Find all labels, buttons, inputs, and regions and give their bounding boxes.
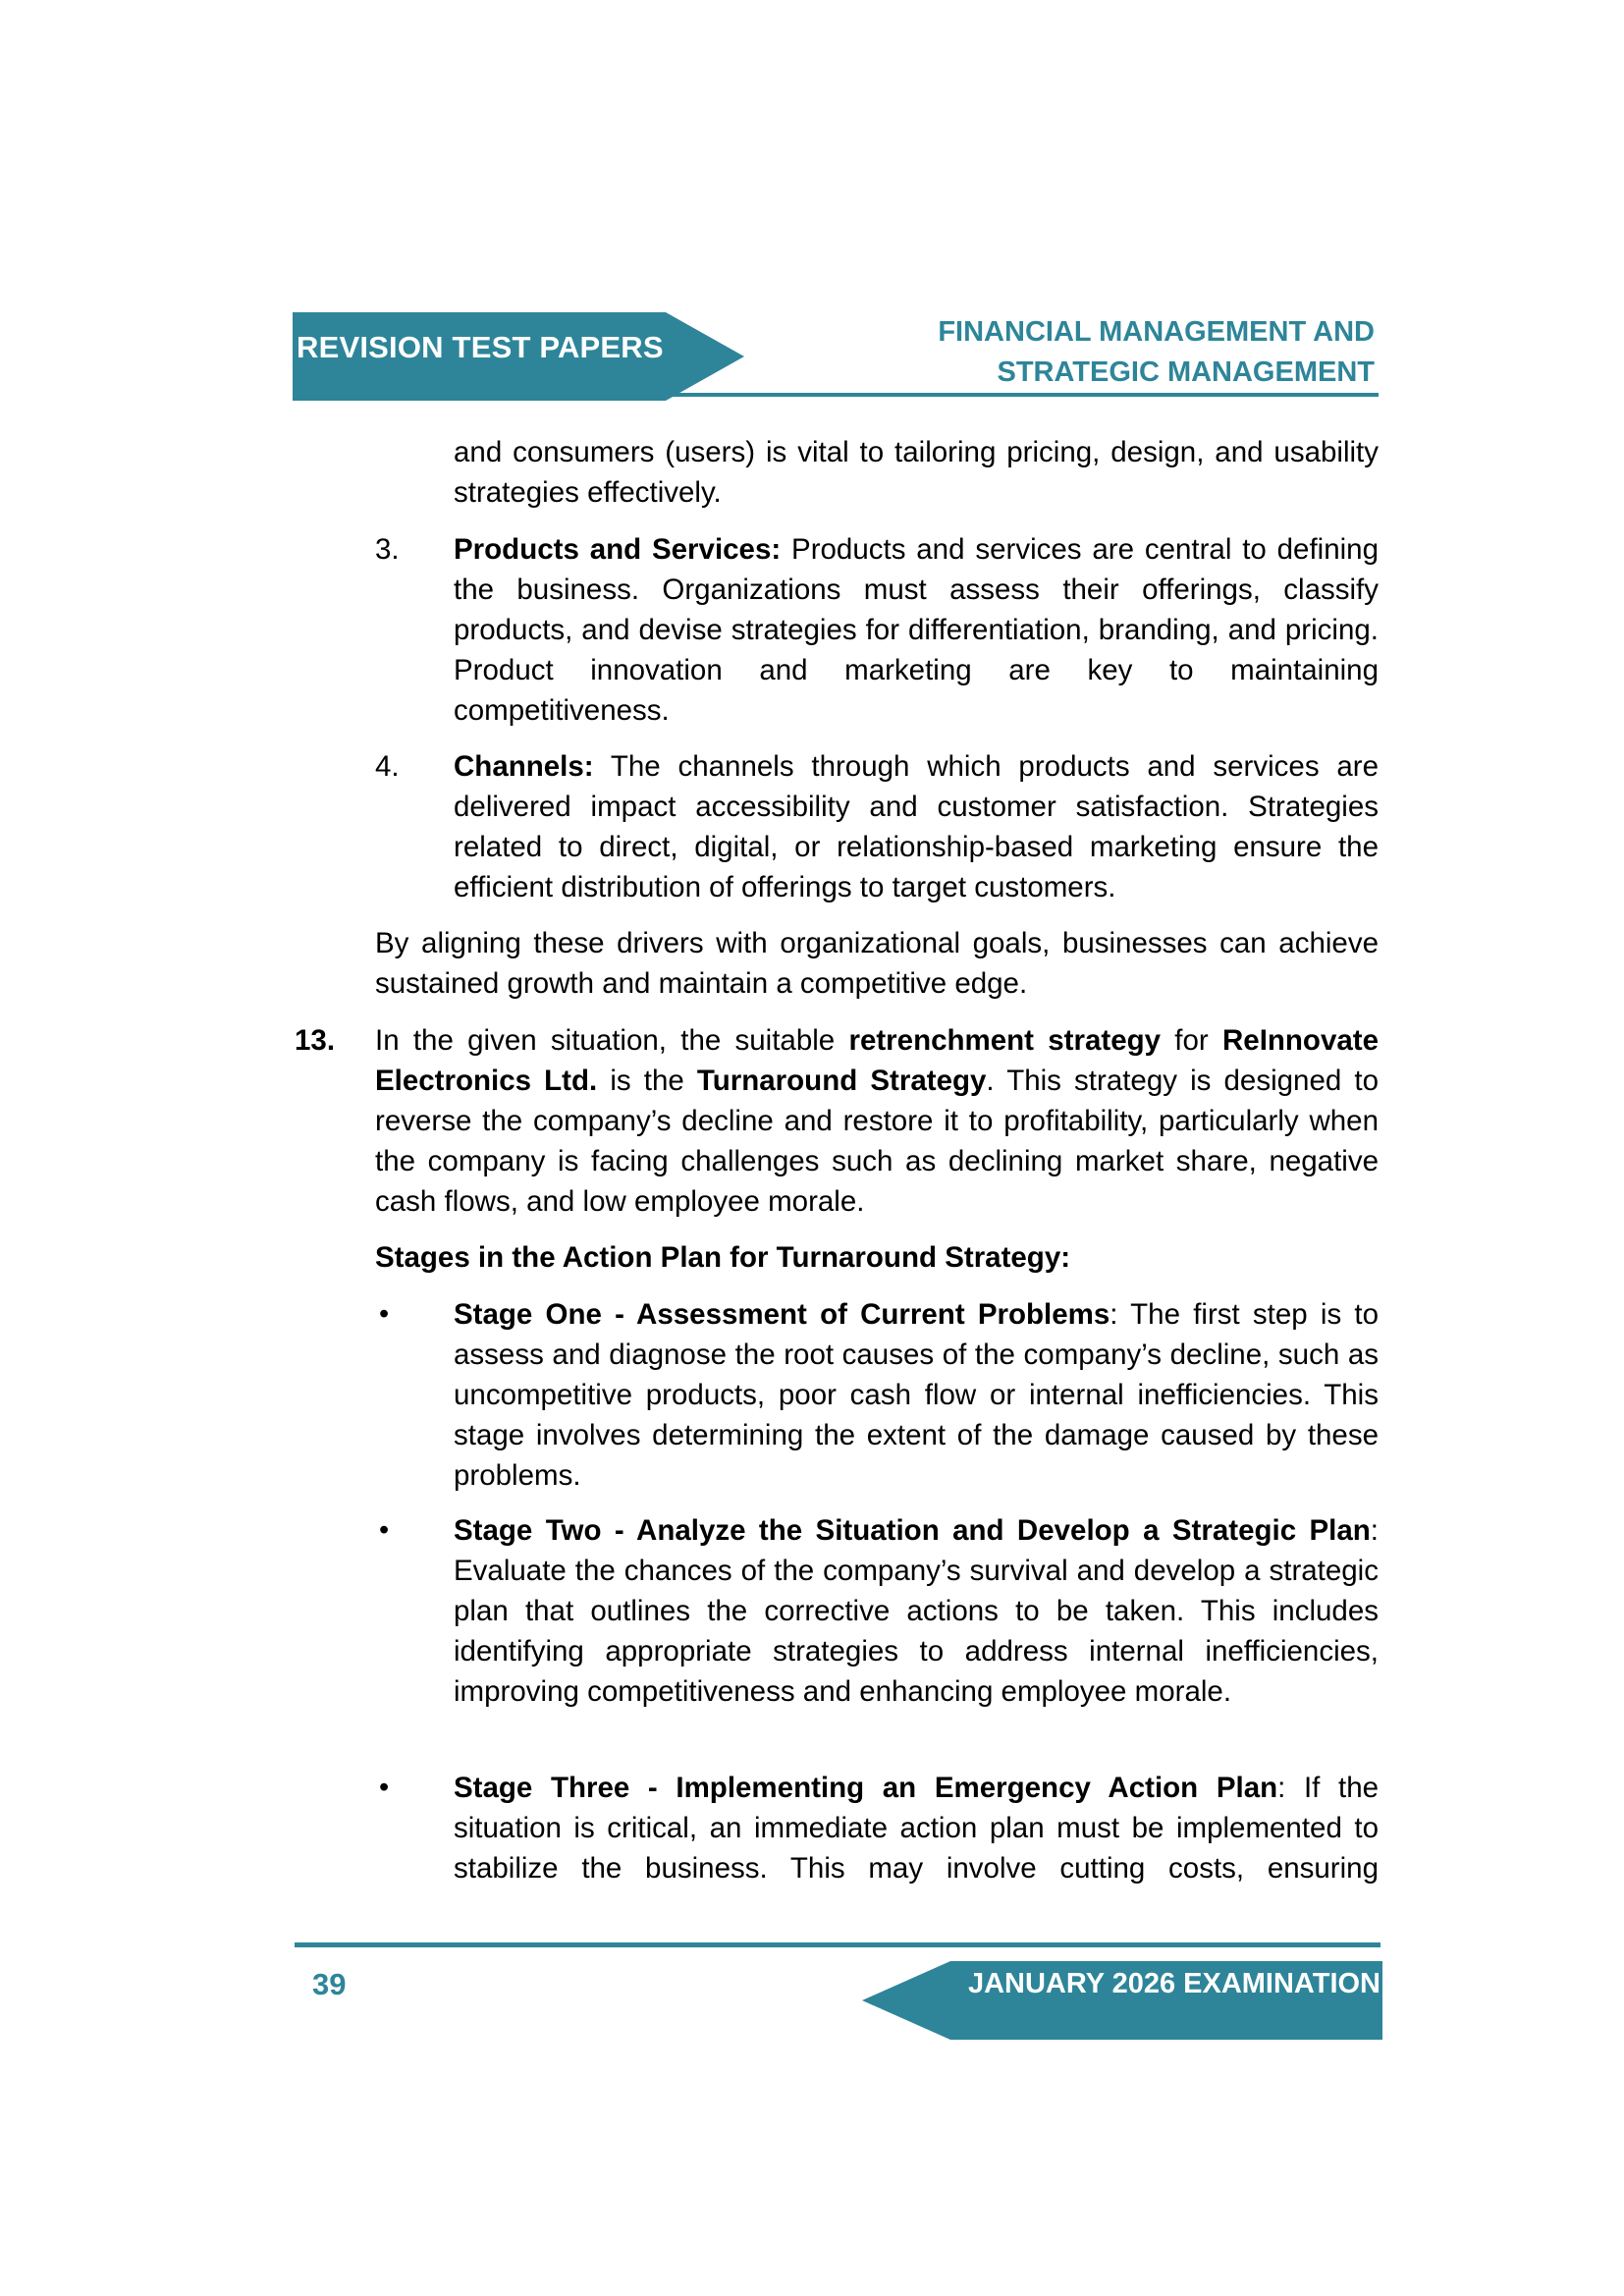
stage-title: Stage Two - Analyze the Situation and Develop a Strategic Plan: [454, 1514, 1371, 1547]
answer-text: . This strategy is designed to reverse the company’s decline and restore it to profitability, particularly when the company is facing challenges such as declining market share, negative cash flows, and low employee morale.: [375, 1065, 1379, 1218]
item-title: Channels:: [454, 750, 594, 783]
item-number: 3.: [375, 533, 400, 566]
answer-text: for: [1161, 1024, 1222, 1057]
list-item: [454, 529, 1379, 731]
header-subject-line-1: FINANCIAL MANAGEMENT AND: [938, 316, 1375, 348]
question-number: 13.: [295, 1024, 336, 1057]
item-title: Products and Services:: [454, 533, 782, 566]
item-text: Products and services are central to defining the business. Organizations must assess their offerings, classify products, and devise strategies for differentiation, branding, and pricing. Product innovation and marketing are key to maintaining competitiveness.: [454, 533, 1379, 727]
answer-text: In the given situation, the suitable: [375, 1024, 849, 1057]
stage-item: [454, 1510, 1379, 1712]
bullet-icon: •: [379, 1772, 390, 1803]
answer-bold: retrenchment strategy: [848, 1024, 1162, 1057]
header-left-label: REVISION TEST PAPERS: [297, 330, 664, 364]
stage-item: [454, 1294, 1379, 1496]
company-name: ReInnovate Electronics Ltd.: [375, 1024, 1379, 1097]
answer-paragraph: [375, 1020, 1379, 1222]
header-subject-line-2: STRATEGIC MANAGEMENT: [997, 356, 1375, 388]
answer-text: is the: [597, 1065, 697, 1097]
item-number: 4.: [375, 750, 400, 783]
stage-text: : If the situation is critical, an immediate action plan must be implemented to stabilize the business. This may involve cutting costs, ensuring: [454, 1772, 1380, 1885]
footer-exam-label: JANUARY 2026 EXAMINATION: [967, 1968, 1380, 1999]
bullet-icon: •: [379, 1298, 390, 1330]
stage-title: Stage One - Assessment of Current Problems: [454, 1298, 1110, 1331]
stage-text: : The first step is to assess and diagnose the root causes of the company’s decline, such as uncompetitive products, poor cash flow or internal inefficiencies. This stage involves determining the extent of the damage caused by these problems.: [454, 1298, 1379, 1492]
stages-heading: Stages in the Action Plan for Turnaround Strategy:: [375, 1241, 1071, 1274]
list-item: [454, 746, 1379, 907]
item-text: The channels through which products and services are delivered impact accessibility and customer satisfaction. Strategies related to direct, digital, or relationship-based marketing ensure the efficient distribution of offerings to target customers.: [454, 750, 1379, 903]
stage-title: Stage Three - Implementing an Emergency Action Plan: [454, 1772, 1278, 1804]
conclusion-paragraph: By aligning these drivers with organizational goals, businesses can achieve sustained growth and maintain a competitive edge.: [375, 927, 1379, 1000]
header-subject-title: [938, 312, 1375, 393]
intro-continuation: and consumers (users) is vital to tailoring pricing, design, and usability strategies effectively.: [454, 436, 1379, 509]
page-number: 39: [312, 1967, 347, 2001]
header-rule: [668, 393, 1379, 397]
strategy-name: Turnaround Strategy: [696, 1065, 987, 1097]
stage-text: : Evaluate the chances of the company’s survival and develop a strategic plan that outlines the corrective actions to be taken. This includes identifying appropriate strategies to address internal inefficiencies, improving competitiveness and enhancing employee morale.: [454, 1514, 1379, 1708]
bullet-icon: •: [379, 1514, 390, 1546]
footer-rule: [295, 1942, 1380, 1947]
stage-item: [454, 1768, 1379, 1888]
